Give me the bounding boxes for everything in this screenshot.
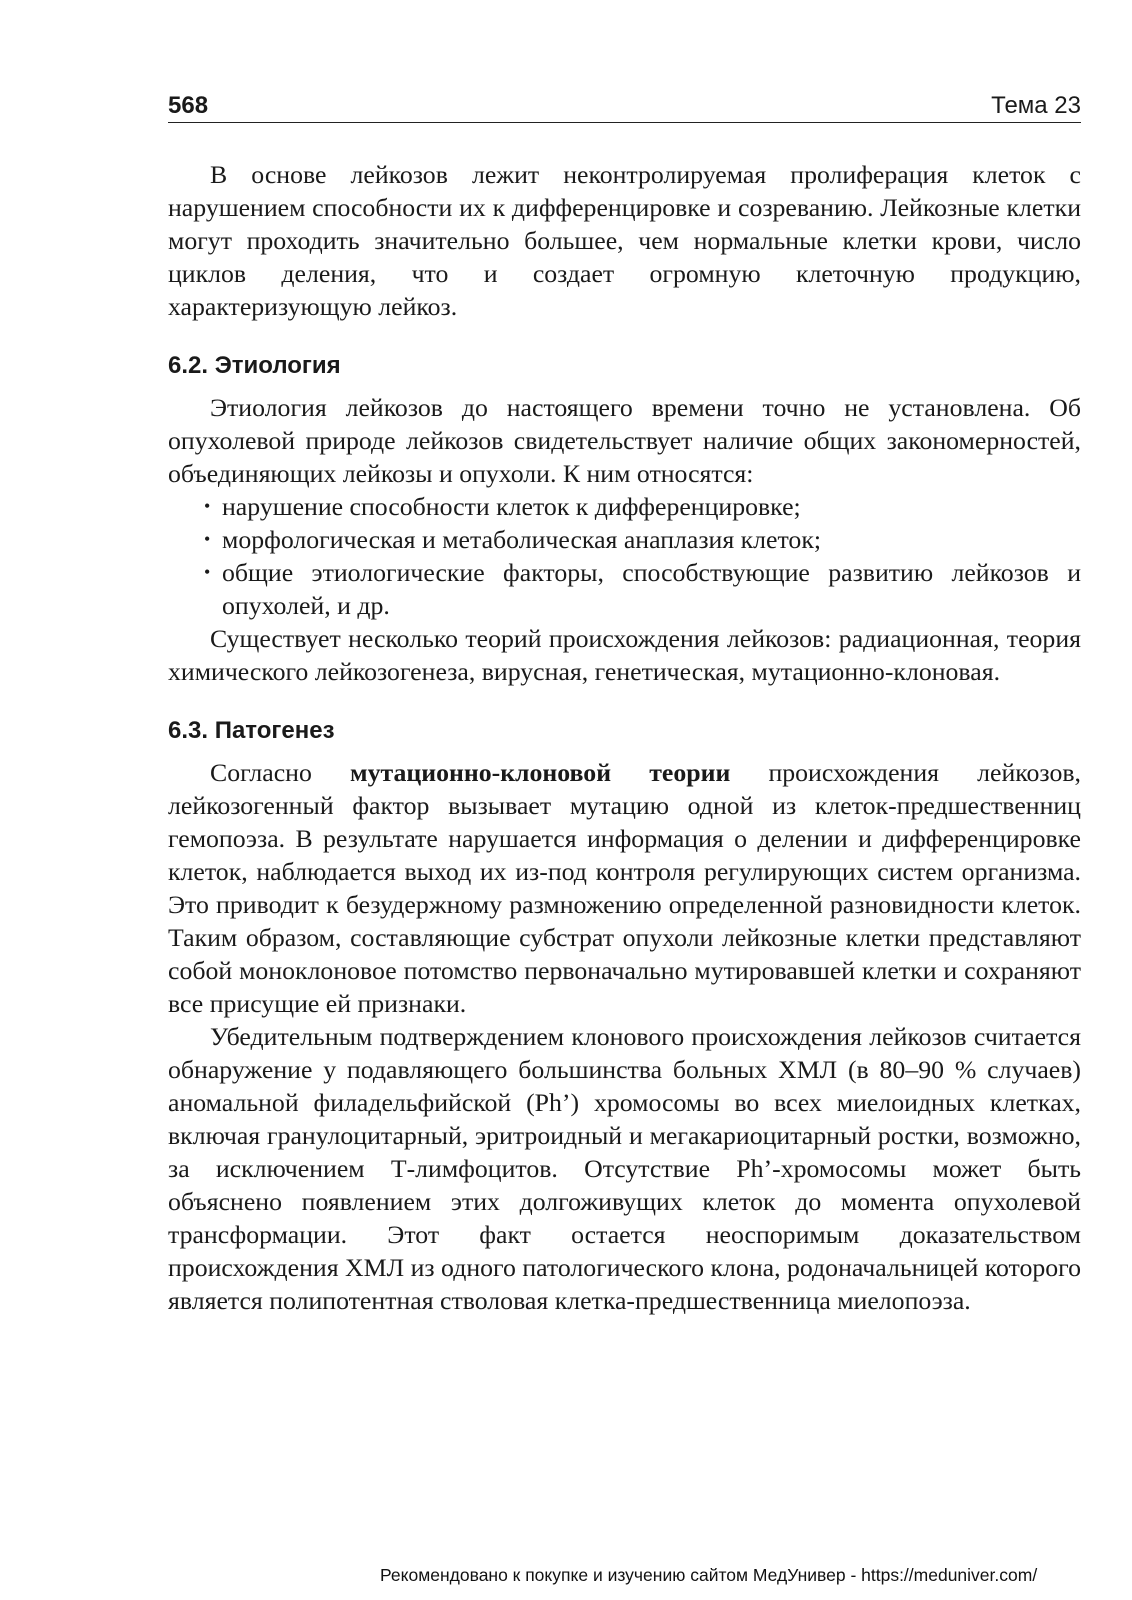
intro-paragraph: В основе лейкозов лежит неконтролируемая пролиферация клеток с нарушением способности их к дифференцировке и созреванию. Лейкозные клетки могут проходить значительно большее, чем нормальные клетки крови, число циклов деления, что и создает огромную клеточную продукцию, характеризующую лейкоз. — [168, 160, 1081, 321]
bullet-icon: • — [204, 529, 211, 549]
pathogenesis-paragraph-2: Убедительным подтверждением клонового происхождения лейкозов считается обнаружение у подавляющего большинства больных ХМЛ (в 80–90 % случаев) аномальной филадельфийской (Ph’) хромосомы во всех миелоидных клетках, включая гранулоцитарный, эритроидный и мегакариоцитарный ростки, возможно, за исключением Т-лимфоцитов. Отсутствие Ph’-хромосомы может быть объяснено появлением этих долгоживущих клеток до момента опухолевой трансформации. Этот факт остается неоспоримым доказательством происхождения ХМЛ из одного патологического клона, родоначальницей которого является полипотентная стволовая клетка-предшественница миелопоэза. — [168, 1022, 1081, 1315]
p1-lead: Согласно — [210, 758, 350, 787]
etiology-heading: 6.2. Этиология — [168, 352, 341, 379]
page-header — [168, 82, 1081, 123]
list-item-text: нарушение способности клеток к дифференцировке; — [222, 492, 801, 521]
theories-paragraph: Существует несколько теорий происхождения лейкозов: радиационная, теория химического лейкозогенеза, вирусная, генетическая, мутационно-клоновая. — [168, 624, 1081, 686]
etiology-paragraph: Этиология лейкозов до настоящего времени точно не установлена. Об опухолевой природе лейкозов свидетельствует наличие общих закономерностей, объединяющих лейкозы и опухоли. К ним относятся: — [168, 393, 1081, 488]
list-item — [168, 556, 1081, 622]
list-item — [168, 523, 1081, 556]
etiology-bullet-list — [168, 490, 1081, 622]
book-page — [168, 82, 1081, 1317]
p1-rest: происхождения лейкозов, лейкозогенный фактор вызывает мутацию одной из клеток-предшественниц гемопоэза. В результате нарушается информация о делении и дифференцировке клеток, наблюдается выход их из-под контроля регулирующих систем организма. Это приводит к безудержному размножению определенной разновидности клеток. Таким образом, составляющие субстрат опухоли лейкозные клетки представляют собой моноклоновое потомство первоначально мутировавшей клетки и сохраняют все присущие ей признаки. — [168, 758, 1081, 1018]
running-title: Тема 23 — [991, 92, 1081, 119]
pathogenesis-heading: 6.3. Патогенез — [168, 717, 335, 744]
pathogenesis-paragraph-1 — [168, 756, 1081, 1020]
bullet-icon: • — [204, 496, 211, 516]
list-item-text: общие этиологические факторы, способствующие развитию лейкозов и опухолей, и др. — [222, 558, 1081, 620]
bold-term: мутационно-клоновой теории — [350, 758, 731, 787]
footer-recommendation: Рекомендовано к покупке и изучению сайтом МедУнивер - https://meduniver.com/ — [380, 1565, 1038, 1585]
bullet-icon: • — [204, 562, 211, 582]
list-item — [168, 490, 1081, 523]
page-number: 568 — [168, 92, 209, 119]
list-item-text: морфологическая и метаболическая анаплазия клеток; — [222, 525, 822, 554]
